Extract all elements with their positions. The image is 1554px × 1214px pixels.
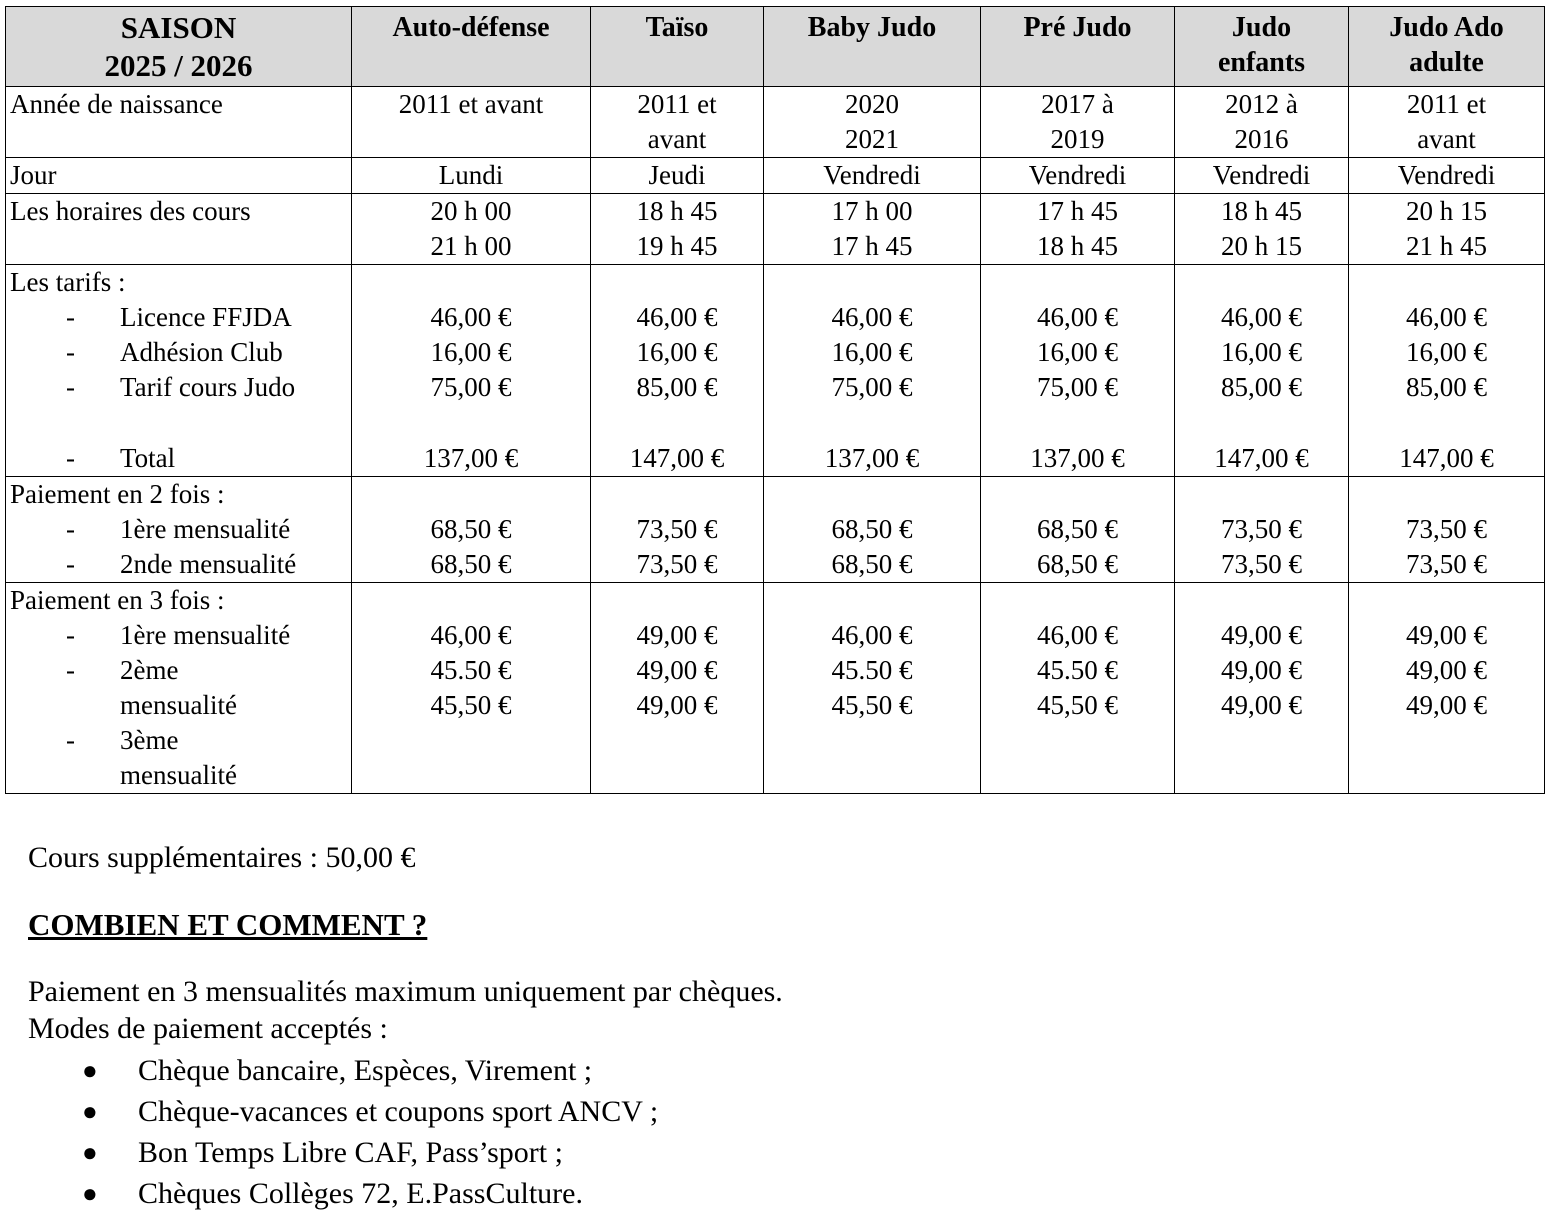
bullet-icon: ● xyxy=(82,1097,98,1126)
table-cell: 73,50 € 73,50 € xyxy=(1175,477,1349,583)
table-cell: 46,00 € 16,00 € 85,00 € 147,00 € xyxy=(591,265,764,477)
table-cell: 68,50 € 68,50 € xyxy=(352,477,591,583)
table-cell: 20 h 15 21 h 45 xyxy=(1349,194,1545,265)
table-cell: 68,50 € 68,50 € xyxy=(764,477,981,583)
table-row xyxy=(6,158,1545,194)
saison-header xyxy=(6,7,352,87)
table-cell: 73,50 € 73,50 € xyxy=(591,477,764,583)
table-row xyxy=(6,583,1545,794)
table-cell: 46,00 € 45.50 € 45,50 € xyxy=(352,583,591,794)
section-heading: COMBIEN ET COMMENT ? xyxy=(28,907,428,942)
tarifs-table xyxy=(5,6,1545,794)
list-item: ● Bon Temps Libre CAF, Pass’sport ; xyxy=(28,1132,658,1173)
saison-label: SAISON xyxy=(120,10,237,45)
payment-modes-list xyxy=(28,1050,658,1214)
table-cell: 2017 à 2019 xyxy=(981,87,1175,158)
table-cell: Vendredi xyxy=(1175,158,1349,194)
bullet-icon: ● xyxy=(82,1056,98,1085)
table-row xyxy=(6,194,1545,265)
row-label-horaires: Les horaires des cours xyxy=(6,194,352,265)
table-cell: 2011 et avant xyxy=(591,87,764,158)
table-cell: 73,50 € 73,50 € xyxy=(1349,477,1545,583)
table-cell: 18 h 45 20 h 15 xyxy=(1175,194,1349,265)
column-header: Judo enfants xyxy=(1175,7,1349,87)
row-label-paiement-2: Paiement en 2 fois : - 1ère mensualité - 2nde mensualité xyxy=(6,477,352,583)
column-header: Auto-défense xyxy=(352,7,591,87)
bullet-icon: ● xyxy=(82,1179,98,1208)
table-cell: 46,00 € 16,00 € 75,00 € 137,00 € xyxy=(764,265,981,477)
table-cell: 46,00 € 16,00 € 85,00 € 147,00 € xyxy=(1349,265,1545,477)
table-cell: 46,00 € 16,00 € 75,00 € 137,00 € xyxy=(981,265,1175,477)
table-cell: 20 h 00 21 h 00 xyxy=(352,194,591,265)
header-row xyxy=(6,7,1545,87)
bullet-icon: ● xyxy=(82,1138,98,1167)
table-cell: 46,00 € 16,00 € 85,00 € 147,00 € xyxy=(1175,265,1349,477)
table-cell: 2011 et avant xyxy=(352,87,591,158)
table-cell: 17 h 00 17 h 45 xyxy=(764,194,981,265)
table-cell: 17 h 45 18 h 45 xyxy=(981,194,1175,265)
table-cell: Jeudi xyxy=(591,158,764,194)
table-cell: 49,00 € 49,00 € 49,00 € xyxy=(1349,583,1545,794)
row-label-paiement-3: Paiement en 3 fois : - 1ère mensualité - 2ème mensualité - 3ème mensualité xyxy=(6,583,352,794)
table-cell: Vendredi xyxy=(981,158,1175,194)
column-header: Baby Judo xyxy=(764,7,981,87)
list-item: ● Chèques Collèges 72, E.PassCulture. xyxy=(28,1173,658,1214)
row-label-naissance: Année de naissance xyxy=(6,87,352,158)
column-header: Taïso xyxy=(591,7,764,87)
column-header: Pré Judo xyxy=(981,7,1175,87)
table-row xyxy=(6,265,1545,477)
table-cell: 2012 à 2016 xyxy=(1175,87,1349,158)
table-cell: 46,00 € 45.50 € 45,50 € xyxy=(764,583,981,794)
table-cell: 46,00 € 45.50 € 45,50 € xyxy=(981,583,1175,794)
table-cell: 2020 2021 xyxy=(764,87,981,158)
row-label-tarifs: Les tarifs : - Licence FFJDA - Adhésion Club - Tarif cours Judo - Total xyxy=(6,265,352,477)
table-cell: Vendredi xyxy=(1349,158,1545,194)
list-item: ● Chèque-vacances et coupons sport ANCV ; xyxy=(28,1091,658,1132)
table-cell: 49,00 € 49,00 € 49,00 € xyxy=(591,583,764,794)
column-header: Judo Ado adulte xyxy=(1349,7,1545,87)
table-cell: 49,00 € 49,00 € 49,00 € xyxy=(1175,583,1349,794)
table-cell: Vendredi xyxy=(764,158,981,194)
table-cell: 2011 et avant xyxy=(1349,87,1545,158)
cours-supplementaires: Cours supplémentaires : 50,00 € xyxy=(28,841,416,874)
modes-intro: Modes de paiement acceptés : xyxy=(28,1012,388,1045)
table-row xyxy=(6,87,1545,158)
table-row xyxy=(6,477,1545,583)
table-cell: 68,50 € 68,50 € xyxy=(981,477,1175,583)
saison-years: 2025 / 2026 xyxy=(104,48,253,83)
row-label-jour: Jour xyxy=(6,158,352,194)
table-cell: 18 h 45 19 h 45 xyxy=(591,194,764,265)
table-cell: Lundi xyxy=(352,158,591,194)
paiement-text: Paiement en 3 mensualités maximum uniquement par chèques. xyxy=(28,975,783,1008)
table-cell: 46,00 € 16,00 € 75,00 € 137,00 € xyxy=(352,265,591,477)
list-item: ● Chèque bancaire, Espèces, Virement ; xyxy=(28,1050,658,1091)
